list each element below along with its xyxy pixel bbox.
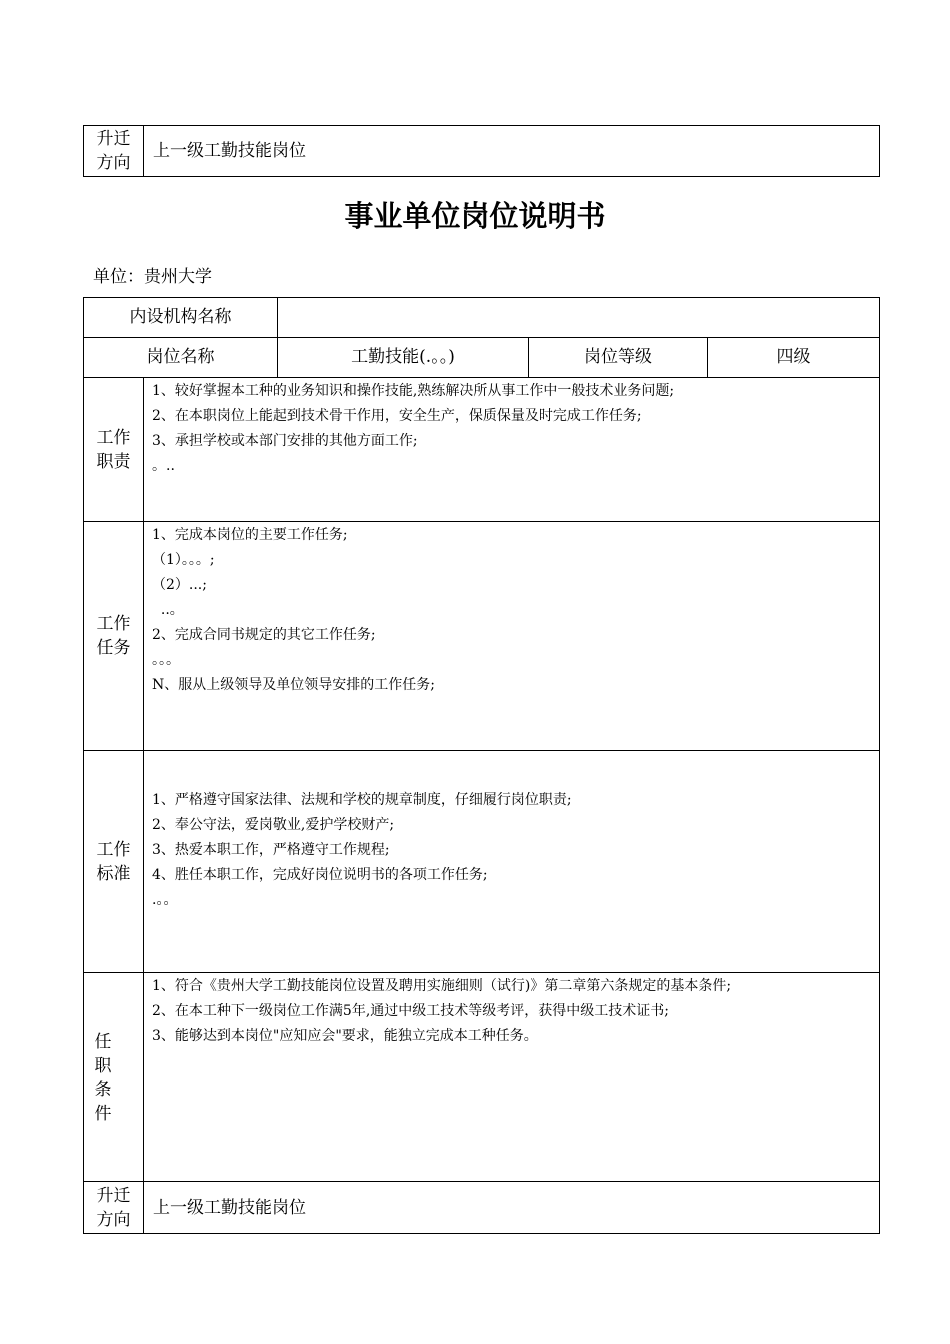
promotion-label-line2: 方向 (96, 1210, 131, 1230)
label-column-divider (143, 377, 144, 1234)
qualifications-label-char-3: 条 (94, 1080, 112, 1100)
top-promotion-label-line1: 升迁 (96, 129, 131, 149)
duties-label-line1: 工作 (96, 428, 131, 448)
standards-label-line1: 工作 (96, 840, 131, 860)
row-divider-1 (83, 337, 880, 338)
tasks-label (84, 612, 143, 660)
post-level-value: 四级 (776, 347, 811, 367)
standards-line-3: 3、热爱本职工作，严格遵守工作规程; (152, 842, 390, 858)
duties-label-line2: 职责 (96, 452, 131, 472)
tasks-line-1: 1、完成本岗位的主要工作任务; (152, 527, 348, 543)
duties-line-2: 2、在本职岗位上能起到技术骨干作用，安全生产，保质保量及时完成工作任务; (152, 408, 642, 424)
qualifications-label-char-4: 件 (94, 1104, 112, 1124)
qualifications-line-3: 3、能够达到本岗位"应知应会"要求，能独立完成本工种任务。 (152, 1028, 538, 1044)
promotion-value: 上一级工勤技能岗位 (153, 1198, 306, 1218)
tasks-label-line1: 工作 (96, 614, 131, 634)
row-divider-2 (83, 377, 880, 378)
post-name-value: 工勤技能(.。。) (351, 347, 455, 367)
duties-line-3: 3、承担学校或本部门安排的其他方面工作; (152, 433, 418, 449)
row-divider-4 (83, 750, 880, 751)
standards-line-1: 1、严格遵守国家法律、法规和学校的规章制度，仔细履行岗位职责; (152, 792, 572, 808)
top-promotion-label-line2: 方向 (96, 153, 131, 173)
page-title: 事业单位岗位说明书 (344, 199, 606, 233)
tasks-line-4: ..。 (152, 602, 184, 618)
post-level-label: 岗位等级 (584, 347, 652, 367)
post-name-label: 岗位名称 (146, 347, 215, 367)
duties-line-4: 。.. (152, 458, 175, 474)
duties-line-1: 1、较好掌握本工种的业务知识和操作技能,熟练解决所从事工作中一般技术业务问题; (152, 383, 675, 399)
promotion-label-line1: 升迁 (96, 1186, 131, 1206)
qualifications-label-char-2: 职 (94, 1056, 112, 1076)
tasks-line-2: （1）。。。; (152, 552, 215, 568)
standards-label-line2: 标准 (96, 864, 131, 884)
tasks-line-3: （2）...; (152, 577, 207, 593)
standards-line-2: 2、奉公守法，爱岗敬业,爱护学校财产; (152, 817, 395, 833)
row-divider-3 (83, 521, 880, 522)
dept-label: 内设机构名称 (129, 307, 232, 327)
standards-line-4: 4、胜任本职工作，完成好岗位说明书的各项工作任务; (152, 867, 488, 883)
tasks-label-line2: 任务 (96, 638, 131, 658)
promotion-label (84, 1184, 143, 1232)
row-divider-5 (83, 972, 880, 973)
top-promotion-label (84, 127, 143, 175)
qualifications-label (84, 1030, 122, 1126)
standards-label (84, 838, 143, 886)
qualifications-line-1: 1、符合《贵州大学工勤技能岗位设置及聘用实施细则（试行)》第二章第六条规定的基本条件; (152, 978, 732, 994)
row-divider-6 (83, 1181, 880, 1182)
qualifications-label-char-1: 任 (94, 1032, 112, 1052)
qualifications-line-2: 2、在本工种下一级岗位工作满5年,通过中级工技术等级考评，获得中级工技术证书; (152, 1003, 669, 1019)
tasks-line-5: 2、完成合同书规定的其它工作任务; (152, 627, 376, 643)
tasks-line-7: N、服从上级领导及单位领导安排的工作任务; (152, 677, 435, 693)
tasks-line-6: 。。。 (152, 652, 180, 668)
top-promotion-value: 上一级工勤技能岗位 (153, 141, 306, 161)
duties-label (84, 426, 143, 474)
unit-line: 单位：贵州大学 (93, 267, 212, 287)
top-table-divider (143, 125, 144, 177)
standards-line-5: .。。 (152, 892, 178, 908)
